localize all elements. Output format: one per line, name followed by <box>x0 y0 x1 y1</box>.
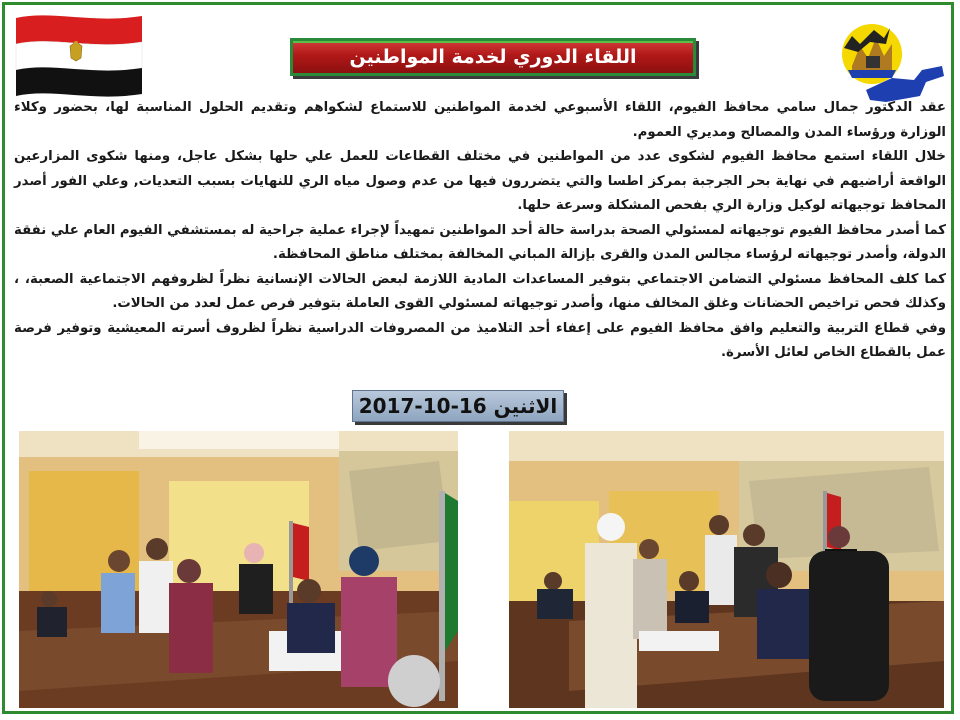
paragraph: خلال اللقاء استمع محافظ الفيوم لشكوى عدد من المواطنين في مختلف القطاعات للعمل علي حلها بشكل عاجل، ومنها شكوى المزارعين الواقعة أراضيهم في نهاية بحر الجرجبة بمركز اطسا والتي يتضررون فيها من عدم وصول مياه الري للنهايات بسبب التعديات, وعلي الفور أصدر المحافظ توجيهاته لوكيل وزارة الري بفحص المشكلة وسرعة حلها. <box>14 149 946 213</box>
egypt-flag-icon <box>12 8 146 98</box>
article-body <box>14 96 946 366</box>
page-title: اللقاء الدوري لخدمة المواطنين <box>290 38 696 76</box>
paragraph: كما كلف المحافظ مسئولي التضامن الاجتماعي بتوفير المساعدات المادية اللازمة لبعض الحالات الإنسانية نظراً لظروفهم الاجتماعية الصعبة، ، وكذلك فحص تراخيص الحضانات وغلق المخالف منها، وأصدر توجيهاته لمسئولي القوى العاملة بتوفير فرص عمل لعدد من الحالات. <box>14 271 946 311</box>
fayoum-governorate-logo-icon <box>830 8 948 108</box>
date-badge: الاثنين 16-10-2017 <box>352 390 564 422</box>
paragraph: كما أصدر محافظ الفيوم توجيهاته لمسئولي الصحة بدراسة حالة أحد المواطنين تمهيداً لإجراء عملية جراحية له بمستشفي الفيوم العام علي نفقة الدولة، وأصدر توجيهاته لرؤساء مجالس المدن والقرى بإزالة المباني المخالفة بمختلف مناطق المحافظة. <box>14 222 946 262</box>
paragraph: وفي قطاع التربية والتعليم وافق محافظ الفيوم على إعفاء أحد التلاميذ من المصروفات الدراسية نظراً لظروف أسرته المعيشية وتوفير فرصة عمل بالقطاع الخاص لعائل الأسرة. <box>14 320 946 360</box>
paragraph: عقد الدكتور جمال سامي محافظ الفيوم، اللقاء الأسبوعي لخدمة المواطنين للاستماع لشكواهم وتقديم الحلول المناسبة لها، بحضور وكلاء الوزارة ورؤساء المدن والمصالح ومديري العموم. <box>14 100 946 140</box>
meeting-photo-left <box>19 431 458 708</box>
meeting-photo-right <box>509 431 944 708</box>
